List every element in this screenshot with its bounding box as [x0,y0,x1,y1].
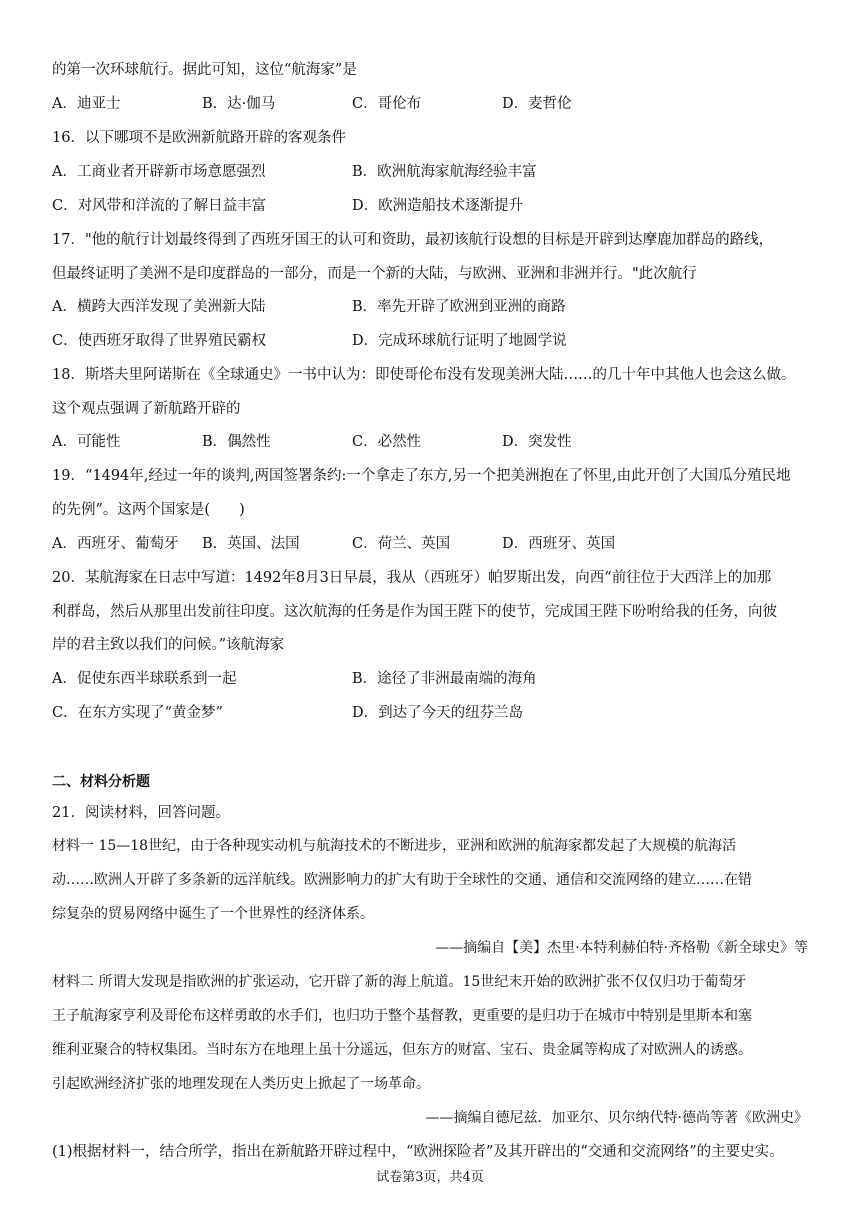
material1-line2: 动……欧洲人开辟了多条新的远洋航线。欧洲影响力的扩大有助于全球性的交通、通信和交流网络的建立……在错 [52,872,752,888]
q17-option-a: A．横跨大西洋发现了美洲新大陆 [52,299,266,315]
page-footer: 试卷第3页，共4页 [376,1170,484,1185]
q19-option-b: B．英国、法国 [202,536,300,552]
q15-option-d: D．麦哲伦 [502,96,572,112]
q16-option-c: C．对风带和洋流的了解日益丰富 [52,198,267,214]
q20-option-b: B．途径了非洲最南端的海角 [352,671,537,687]
section-title: 二、材料分析题 [52,774,150,790]
q16-option-a: A．工商业者开辟新市场意愿强烈 [52,164,266,180]
q21-stem: 21．阅读材料，回答问题。 [52,805,230,821]
q20-option-a: A．促使东西半球联系到一起 [52,671,237,687]
q17-stem-line1: 17．"他的航行计划最终得到了西班牙国王的认可和资助，最初该航行设想的目标是开辟到达摩鹿加群岛的路线， [52,232,774,248]
q19-option-c: C．荷兰、英国 [352,536,451,552]
q15-option-c: C．哥伦布 [352,96,422,112]
q19-stem-line2: 的先例”。这两个国家是( ) [52,502,245,518]
q15-tail: 的第一次环球航行。据此可知，这位“航海家”是 [52,62,357,78]
material2-line1: 材料二 所谓大发现是指欧洲的扩张运动，它开辟了新的海上航道。15世纪末开始的欧洲扩张不仅仅归功于葡萄牙 [52,974,747,990]
q17-stem-line2: 但最终证明了美洲不是印度群岛的一部分，而是一个新的大陆，与欧洲、亚洲和非洲并行。"此次航行 [52,266,697,282]
q16-stem: 16．以下哪项不是欧洲新航路开辟的客观条件 [52,130,346,146]
material1-line1: 材料一 15—18世纪，由于各种现实动机与航海技术的不断进步，亚洲和欧洲的航海家都发起了大规模的航海活 [52,838,737,854]
q17-option-c: C．使西班牙取得了世界殖民霸权 [52,333,267,349]
q19-stem-line1: 19．“1494年,经过一年的谈判,两国签署条约:一个拿走了东方,另一个把美洲抱在了怀里,由此开创了大国瓜分殖民地 [52,468,791,484]
material1-line3: 综复杂的贸易网络中诞生了一个世界性的经济体系。 [52,906,374,922]
material2-source: ——摘编自德尼兹．加亚尔、贝尔纳代特·德尚等著《欧洲史》 [425,1110,808,1126]
q16-option-b: B．欧洲航海家航海经验丰富 [352,164,537,180]
q20-stem-line2: 利群岛，然后从那里出发前往印度。这次航海的任务是作为国王陛下的使节，完成国王陛下吩咐给我的任务，向彼 [52,604,777,620]
q20-stem-line3: 岸的君主致以我们的问候。”该航海家 [52,637,285,653]
material2-line2: 王子航海家亨利及哥伦布这样勇敢的水手们，也归功于整个基督教，更重要的是归功于在城市中特别是里斯本和塞 [52,1008,752,1024]
material1-source: ——摘编自【美】杰里·本特利赫伯特·齐格勒《新全球史》等 [435,940,808,956]
q19-option-d: D．西班牙、英国 [502,536,616,552]
q18-option-a: A．可能性 [52,434,121,450]
q19-option-a: A．西班牙、葡萄牙 [52,536,179,552]
q20-stem-line1: 20．某航海家在日志中写道：1492年8月3日早晨，我从（西班牙）帕罗斯出发，向西“前往位于大西洋上的加那 [52,570,772,586]
material2-line3: 维利亚聚合的特权集团。当时东方在地理上虽十分遥远，但东方的财富、宝石、贵金属等构成了对欧洲人的诱惑。 [52,1042,752,1058]
q18-option-b: B．偶然性 [202,434,271,450]
q20-option-c: C．在东方实现了“黄金梦” [52,705,223,721]
q20-option-d: D．到达了今天的纽芬兰岛 [352,705,524,721]
q16-option-d: D．欧洲造船技术逐渐提升 [352,198,524,214]
q18-stem-line2: 这个观点强调了新航路开辟的 [52,401,241,417]
q17-option-b: B．率先开辟了欧洲到亚洲的商路 [352,299,566,315]
material2-line4: 引起欧洲经济扩张的地理发现在人类历史上掀起了一场革命。 [52,1076,430,1092]
q18-option-d: D．突发性 [502,434,572,450]
q18-option-c: C．必然性 [352,434,422,450]
q15-option-b: B．达·伽马 [202,96,276,112]
q15-option-a: A．迪亚士 [52,96,121,112]
q18-stem-line1: 18．斯塔夫里阿诺斯在《全球通史》一书中认为：即使哥伦布没有发现美洲大陆……的几十年中其他人也会这么做。 [52,367,796,383]
q17-option-d: D．完成环球航行证明了地圆学说 [352,333,567,349]
q21-subquestion-1: (1)根据材料一，结合所学，指出在新航路开辟过程中，“欧洲探险者”及其开辟出的“交通和交流网络”的主要史实。 [52,1144,784,1160]
